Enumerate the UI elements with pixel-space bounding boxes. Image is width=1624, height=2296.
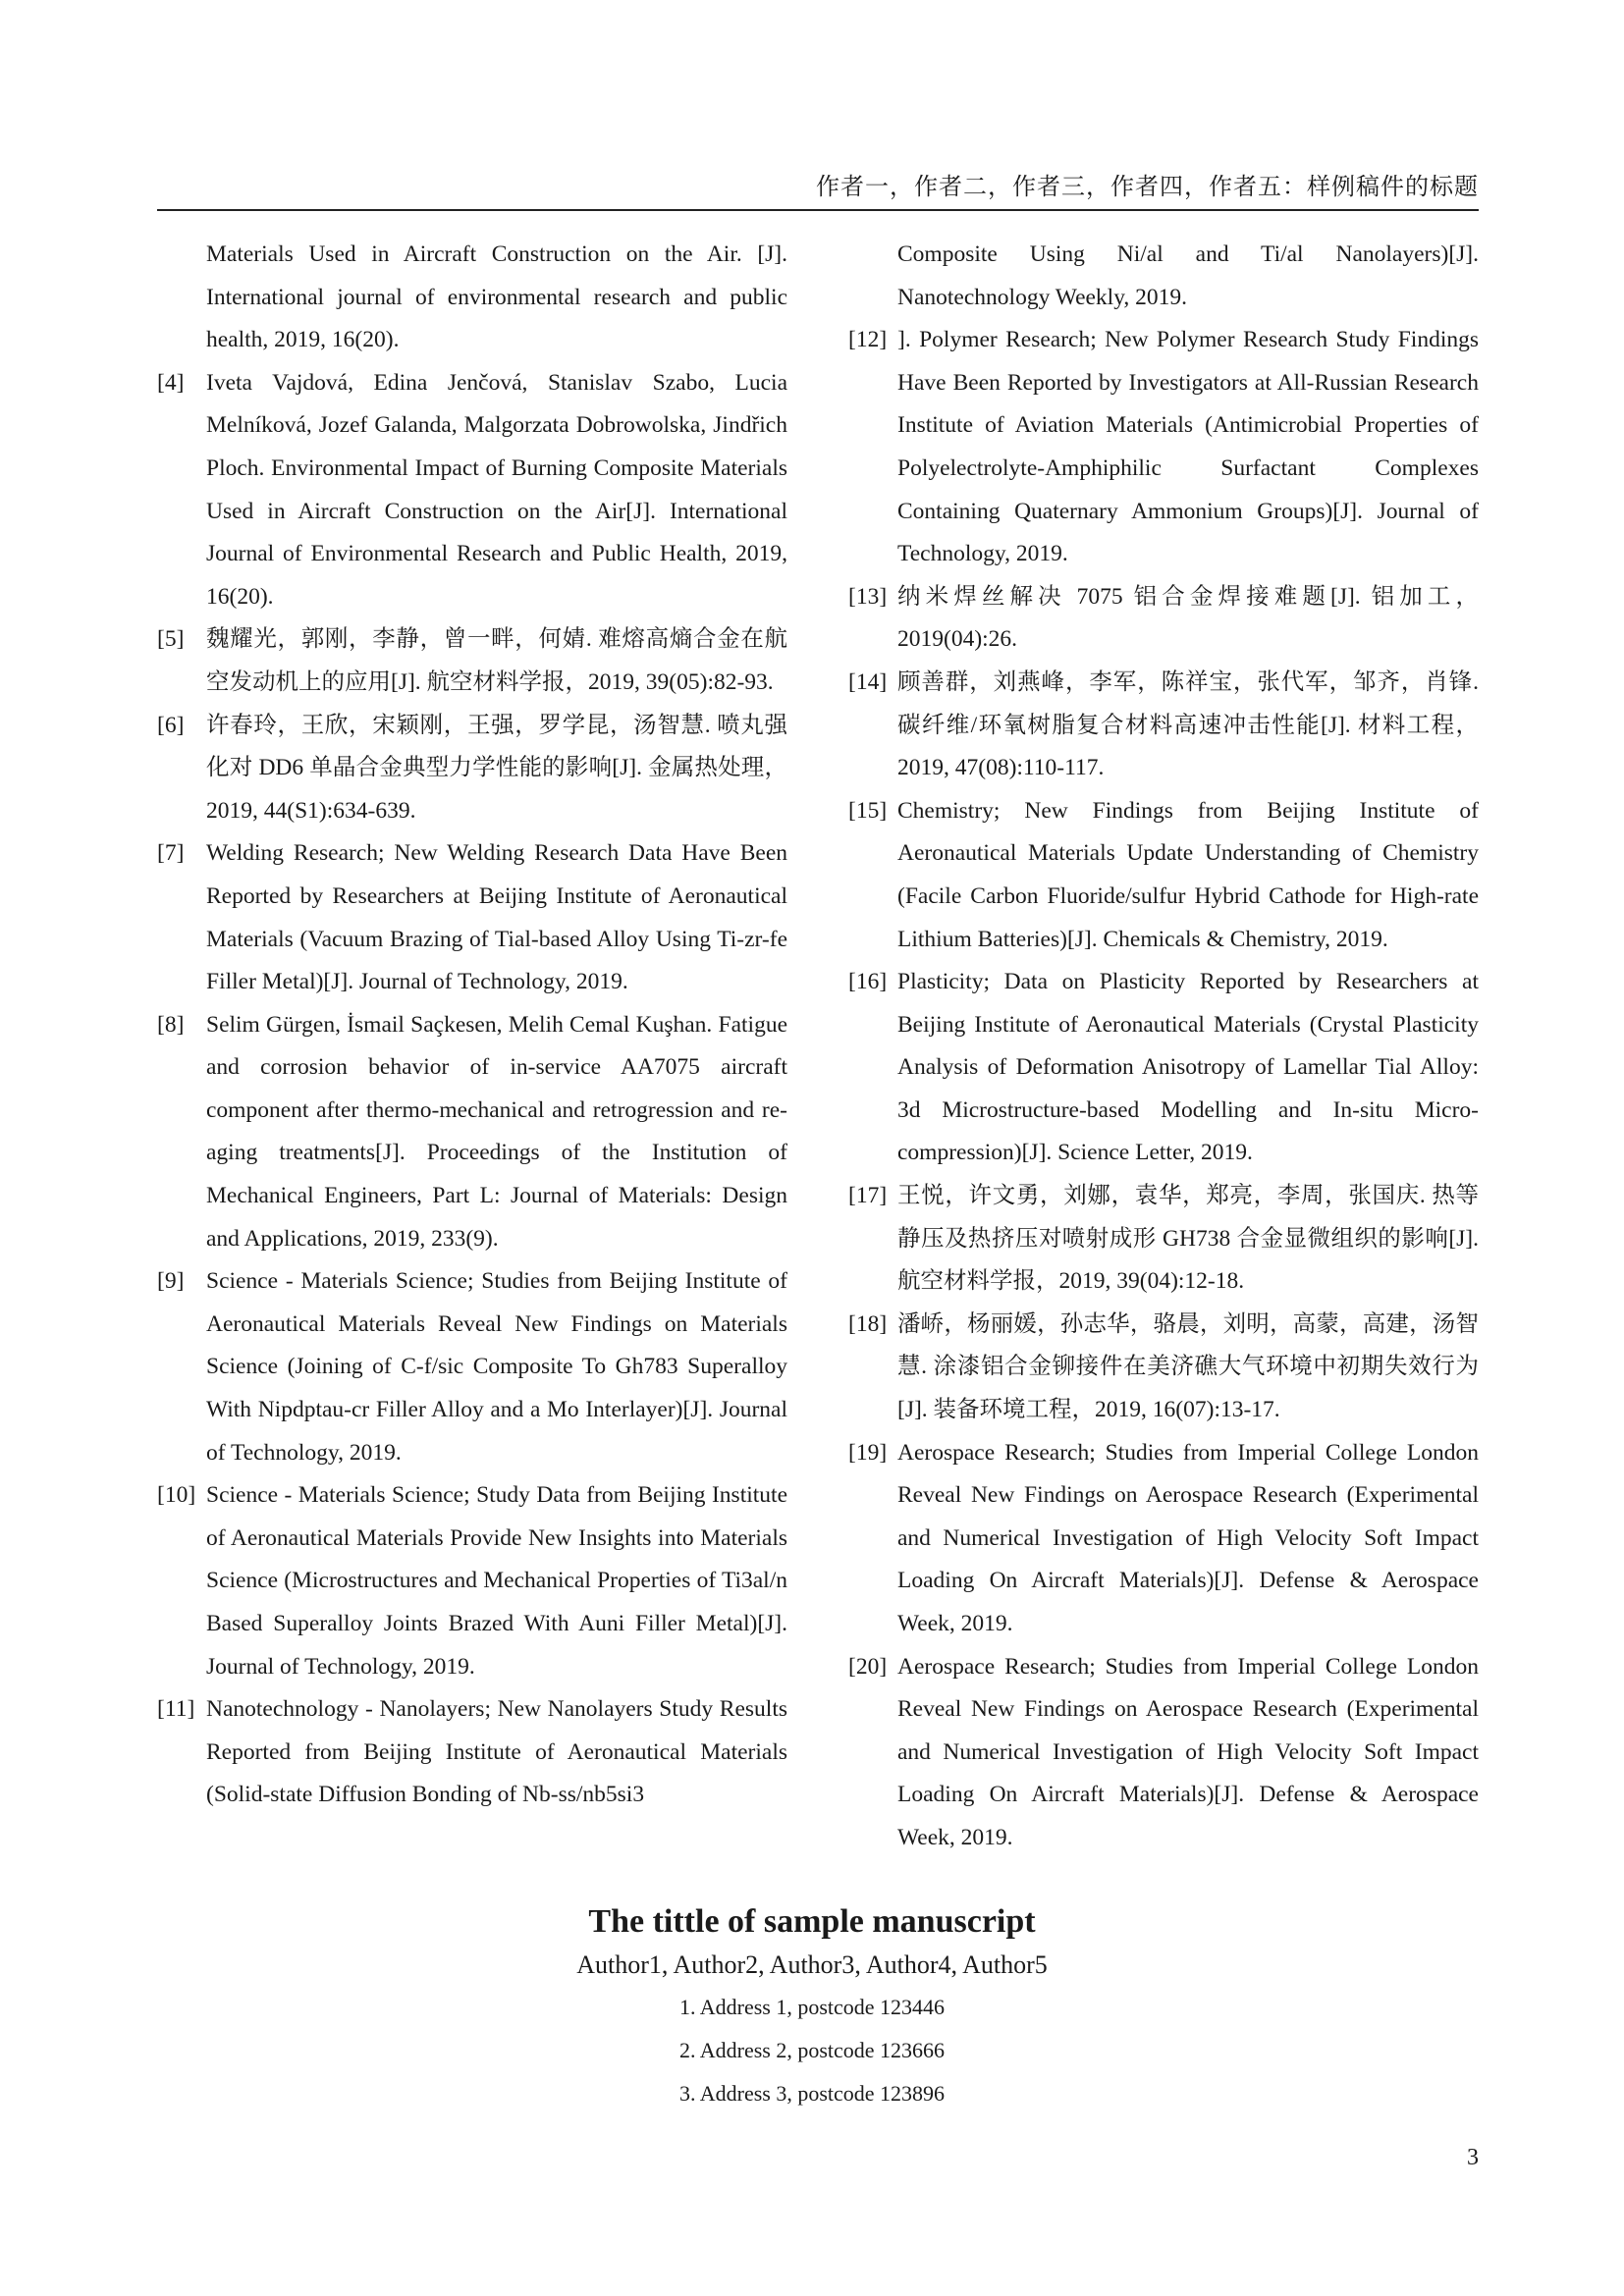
reference-text: Aerospace Research; Studies from Imperial College London Reveal New Findings on Aerospace Research (Experimental and Numerical Investigation of High Velocity Soft Impact Loading On Aircraft Materials)[J]. Defense & Aerospace Week, 2019. (897, 1653, 1479, 1850)
reference-number: [19] (848, 1439, 888, 1466)
reference-text: Welding Research; New Welding Research Data Have Been Reported by Researchers at Beijing Institute of Aeronautical Materials (Vacuum Brazing of Tial-based Alloy Using Ti-zr-fe Filler Metal)[J]. Journal of Technology, 2019. (206, 840, 787, 995)
address-line: 3. Address 3, postcode 123896 (678, 2081, 946, 2106)
reference-text: Science - Materials Science; Study Data from Beijing Institute of Aeronautical Materials Provide New Insights into Materials Science (Microstructures and Mechanical Properties of Ti3al/n Based Superalloy Joints Brazed With Auni Filler Metal)[J]. Journal of Technology, 2019. (206, 1482, 787, 1680)
reference-text: 顾善群，刘燕峰，李军，陈祥宝，张代军，邹齐，肖锋. 碳纤维/环氧树脂复合材料高速冲击性能[J]. 材料工程，2019, 47(08):110-117. (897, 668, 1479, 781)
reference-text: Nanotechnology - Nanolayers; New Nanolayers Study Results Reported from Beijing Institute of Aeronautical Materials (Solid-state Diffusion Bonding of Nb-ss/nb5si3 (206, 1696, 787, 1808)
reference-number: [15] (848, 797, 888, 824)
reference-item (157, 1474, 787, 1688)
reference-item (848, 576, 1479, 662)
reference-number: [9] (157, 1268, 185, 1295)
reference-text: 魏耀光，郭刚，李静，曾一畔，何婧. 难熔高熵合金在航空发动机上的应用[J]. 航空材料学报，2019, 39(05):82-93. (206, 626, 787, 695)
reference-text: 纳米焊丝解决 7075 铝合金焊接难题[J]. 铝加工，2019(04):26. (897, 583, 1479, 653)
running-header: 作者一，作者二，作者三，作者四，作者五：样例稿件的标题 (157, 167, 1479, 211)
reference-item (848, 790, 1479, 961)
reference-item (848, 961, 1479, 1175)
reference-item (848, 1175, 1479, 1304)
reference-number: [16] (848, 969, 888, 995)
reference-number: [12] (848, 327, 888, 353)
english-abstract-header (0, 1899, 1624, 2115)
reference-number: [5] (157, 626, 185, 653)
reference-item (157, 1004, 787, 1261)
reference-number: [14] (848, 668, 888, 695)
reference-text: Science - Materials Science; Studies from Beijing Institute of Aeronautical Materials Reveal New Findings on Materials Science (Joining of C-f/sic Composite To Gh783 Superalloy With Nipdptau-cr Filler Alloy and a Mo Interlayer)[J]. Journal of Technology, 2019. (206, 1268, 787, 1466)
reference-text: Selim Gürgen, İsmail Saçkesen, Melih Cemal Kuşhan. Fatigue and corrosion behavior of in-service AA7075 aircraft component after thermo-mechanical and retrogression and re-aging treatments[J]. Proceedings of the Institution of Mechanical Engineers, Part L: Journal of Materials: Design and Applications, 2019, 233(9). (206, 1011, 787, 1252)
reference-text: Iveta Vajdová, Edina Jenčová, Stanislav Szabo, Lucia Melníková, Jozef Galanda, Malgorzata Dobrowolska, Jindřich Ploch. Environmental Impact of Burning Composite Materials Used in Aircraft Construction on the Air[J]. International Journal of Environmental Research and Public Health, 2019, 16(20). (206, 369, 787, 610)
reference-text: 潘峤，杨丽媛，孙志华，骆晨，刘明，高蒙，高建，汤智慧. 涂漆铝合金铆接件在美济礁大气环境中初期失效行为[J]. 装备环境工程，2019, 16(07):13-17. (897, 1310, 1479, 1423)
left-column (157, 234, 787, 1860)
right-column (848, 234, 1479, 1860)
reference-item (157, 705, 787, 833)
reference-item (157, 832, 787, 1003)
reference-text: Plasticity; Data on Plasticity Reported by Researchers at Beijing Institute of Aeronautical Materials (Crystal Plasticity Analysis of Deformation Anisotropy of Lamellar Tial Alloy: 3d Microstructure-based Modelling and In-situ Micro-compression)[J]. Science Letter, 2019. (897, 969, 1479, 1166)
reference-text: ]. Polymer Research; New Polymer Research Study Findings Have Been Reported by Investigators at All-Russian Research Institute of Aviation Materials (Antimicrobial Properties of Polyelectrolyte-Amphiphilic Surfactant Complexes Containing Quaternary Ammonium Groups)[J]. Journal of Technology, 2019. (897, 327, 1479, 567)
reference-continuation (848, 234, 1479, 319)
reference-columns (157, 234, 1479, 1860)
reference-number: [8] (157, 1011, 185, 1038)
reference-item (848, 319, 1479, 576)
reference-number: [7] (157, 840, 185, 867)
reference-text: 王悦，许文勇，刘娜，袁华，郑亮，李周，张国庆. 热等静压及热挤压对喷射成形 GH738 合金显微组织的影响[J]. 航空材料学报，2019, 39(04):12-18. (897, 1183, 1479, 1295)
reference-number: [10] (157, 1482, 196, 1509)
reference-number: [20] (848, 1653, 888, 1680)
reference-number: [18] (848, 1310, 888, 1337)
reference-item (157, 618, 787, 704)
reference-number: [4] (157, 369, 185, 396)
english-authors: Author1, Author2, Author3, Author4, Author5 (576, 1950, 1048, 1979)
reference-item (848, 1646, 1479, 1860)
address-line: 2. Address 2, postcode 123666 (678, 2038, 946, 2062)
page-number: 3 (1467, 2145, 1479, 2170)
reference-item (157, 362, 787, 619)
reference-text: Chemistry; New Findings from Beijing Institute of Aeronautical Materials Update Understanding of Chemistry (Facile Carbon Fluoride/sulfur Hybrid Cathode for High-rate Lithium Batteries)[J]. Chemicals & Chemistry, 2019. (897, 797, 1479, 952)
reference-number: [11] (157, 1696, 195, 1723)
reference-number: [17] (848, 1183, 888, 1209)
reference-continuation (157, 234, 787, 362)
reference-text: Materials Used in Aircraft Construction on the Air. [J]. International journal of environmental research and public health, 2019, 16(20). (206, 241, 787, 353)
reference-item (848, 662, 1479, 790)
reference-number: [13] (848, 583, 888, 610)
reference-item (157, 1688, 787, 1817)
reference-text: 许春玲，王欣，宋颖刚，王强，罗学昆，汤智慧. 喷丸强化对 DD6 单晶合金典型力学性能的影响[J]. 金属热处理，2019, 44(S1):634-639. (206, 712, 787, 824)
reference-item (848, 1304, 1479, 1432)
english-title: The tittle of sample manuscript (588, 1903, 1036, 1940)
reference-item (848, 1432, 1479, 1646)
reference-text: Aerospace Research; Studies from Imperial College London Reveal New Findings on Aerospace Research (Experimental and Numerical Investigation of High Velocity Soft Impact Loading On Aircraft Materials)[J]. Defense & Aerospace Week, 2019. (897, 1439, 1479, 1636)
reference-item (157, 1260, 787, 1474)
reference-number: [6] (157, 712, 185, 738)
reference-text: Composite Using Ni/al and Ti/al Nanolayers)[J]. Nanotechnology Weekly, 2019. (897, 241, 1479, 310)
address-line: 1. Address 1, postcode 123446 (678, 1995, 946, 2019)
